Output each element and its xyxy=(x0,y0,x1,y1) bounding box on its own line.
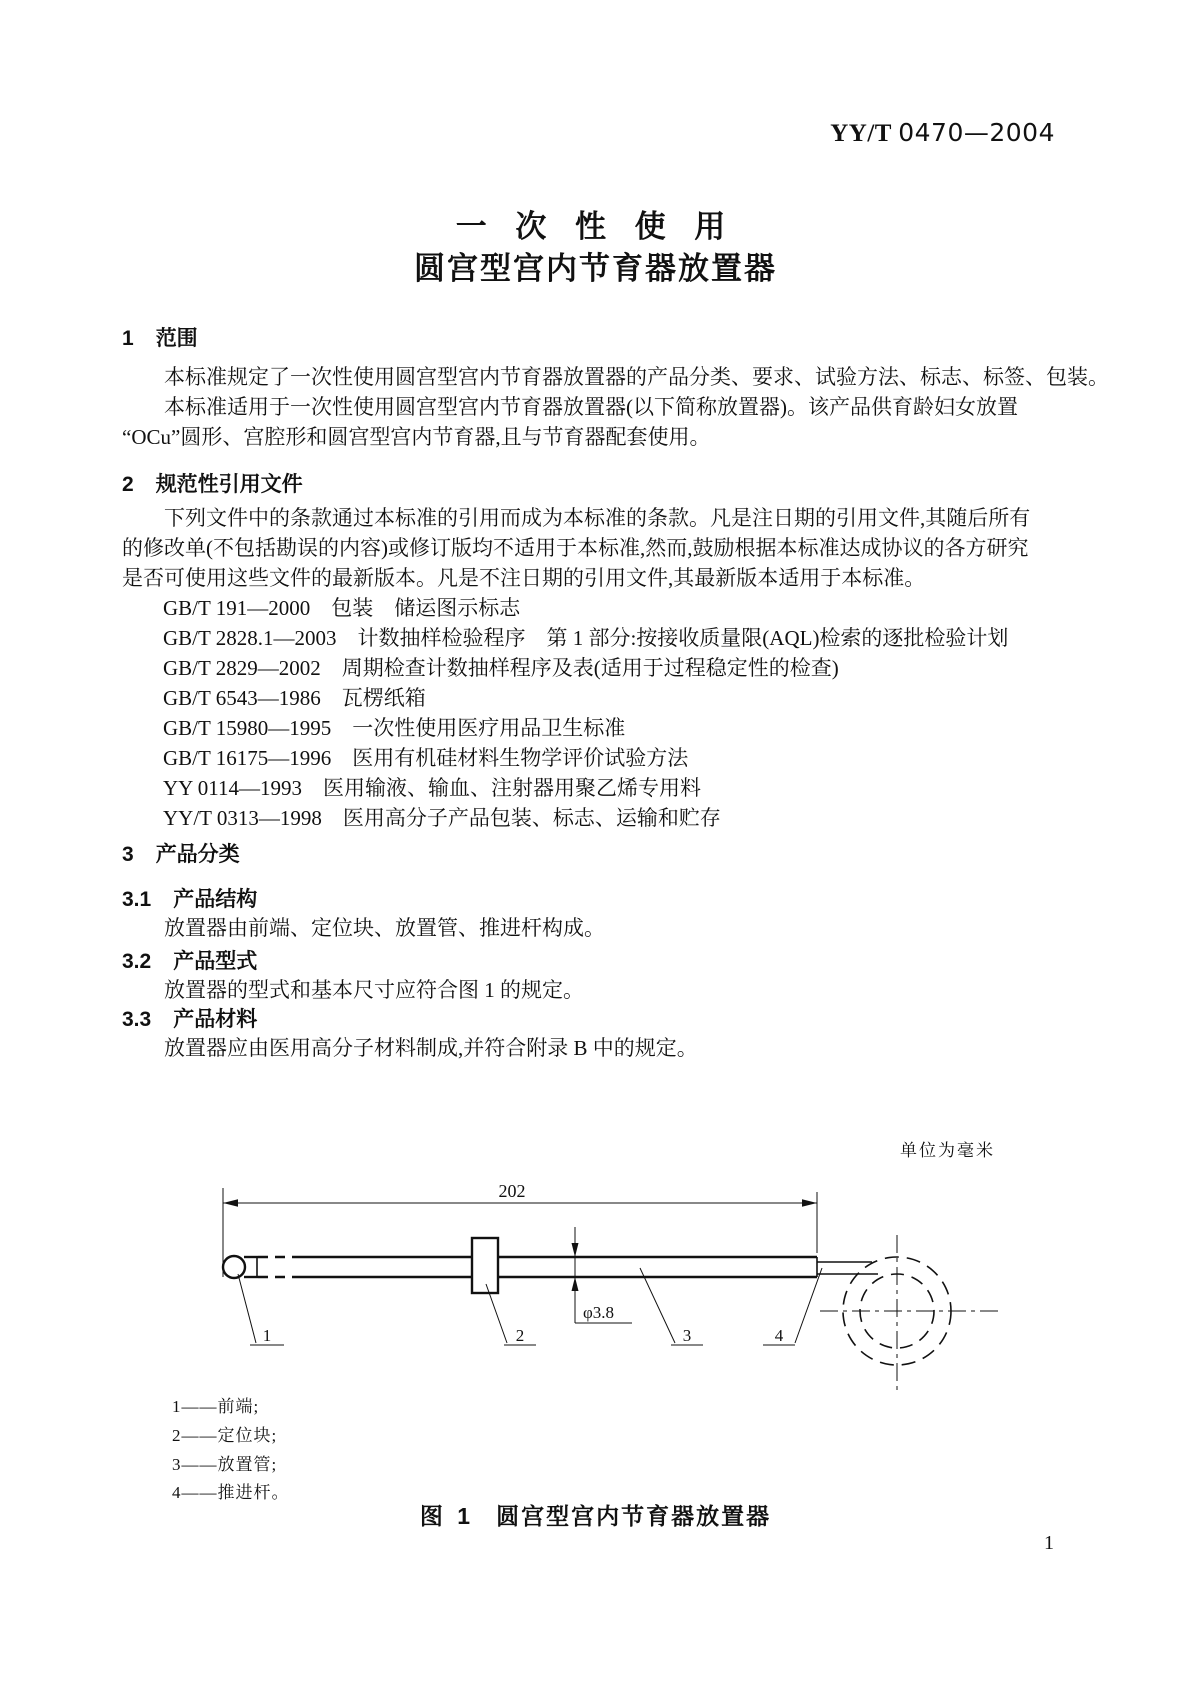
section-3-1-body: 放置器由前端、定位块、放置管、推进杆构成。 xyxy=(164,916,605,940)
figure-1-drawing xyxy=(0,1170,1191,1405)
reference-item: YY/T 0313—1998 医用高分子产品包装、标志、运输和贮存 xyxy=(163,806,721,830)
section-2-paragraph-line-3: 是否可使用这些文件的最新版本。凡是不注日期的引用文件,其最新版本适用于本标准。 xyxy=(122,566,926,590)
callout-leader-1 xyxy=(238,1274,256,1343)
reference-item: GB/T 2828.1—2003 计数抽样检验程序 第 1 部分:按接收质量限(AQL)检索的逐批检验计划 xyxy=(163,626,1009,650)
section-3-1-number: 3.1 xyxy=(122,888,152,911)
callout-label-3: 3 xyxy=(682,1326,692,1345)
section-3-1-heading xyxy=(122,883,257,913)
front-end-tip xyxy=(223,1256,245,1278)
standard-code xyxy=(830,118,1055,148)
section-3-3-number: 3.3 xyxy=(122,1008,152,1031)
section-3-2-heading xyxy=(122,945,257,975)
callout-label-4: 4 xyxy=(774,1326,784,1345)
section-1-number: 1 xyxy=(122,327,134,350)
callout-leader-4 xyxy=(795,1268,822,1343)
section-3-3-heading xyxy=(122,1003,257,1033)
section-1-title: 范围 xyxy=(155,327,198,350)
section-3-title: 产品分类 xyxy=(155,843,240,866)
figure-caption xyxy=(0,1498,1191,1531)
doc-title xyxy=(0,206,1191,290)
reference-item: GB/T 15980—1995 一次性使用医疗用品卫生标准 xyxy=(163,716,626,740)
doc-title-line1: 一 次 性 使 用 xyxy=(455,209,736,244)
legend-item-2: 2——定位块; xyxy=(172,1426,278,1445)
reference-item: YY 0114—1993 医用输液、输血、注射器用聚乙烯专用料 xyxy=(163,776,702,800)
legend-item-4: 4——推进杆。 xyxy=(172,1483,290,1502)
section-1-heading xyxy=(122,322,198,352)
section-2-paragraph-line-1: 下列文件中的条款通过本标准的引用而成为本标准的条款。凡是注日期的引用文件,其随后所有 xyxy=(164,506,1031,530)
standard-code-prefix: YY/T xyxy=(830,120,899,147)
diameter-arrow-top xyxy=(572,1243,579,1257)
section-3-heading xyxy=(122,838,240,868)
reference-item: GB/T 6543—1986 瓦楞纸箱 xyxy=(163,686,426,710)
section-3-1-title: 产品结构 xyxy=(173,888,258,911)
legend-item-1: 1——前端; xyxy=(172,1397,260,1416)
section-3-2-number: 3.2 xyxy=(122,950,152,973)
dimension-arrow-right xyxy=(802,1199,817,1207)
doc-title-line2: 圆宫型宫内节育器放置器 xyxy=(414,251,777,286)
callout-label-2: 2 xyxy=(515,1326,525,1345)
section-2-number: 2 xyxy=(122,473,134,496)
section-3-2-body: 放置器的型式和基本尺寸应符合图 1 的规定。 xyxy=(164,978,584,1002)
section-2-paragraph-line-2: 的修改单(不包括勘误的内容)或修订版均不适用于本标准,然而,鼓励根据本标准达成协议的各方研究 xyxy=(122,536,1029,560)
figure-unit-note: 单位为毫米 xyxy=(900,1141,995,1160)
callout-leader-3 xyxy=(640,1268,675,1343)
section-3-2-title: 产品型式 xyxy=(173,950,258,973)
section-3-3-title: 产品材料 xyxy=(173,1008,258,1031)
section-2-heading xyxy=(122,468,303,498)
section-3-number: 3 xyxy=(122,843,134,866)
section-3-3-body: 放置器应由医用高分子材料制成,并符合附录 B 中的规定。 xyxy=(164,1036,698,1060)
reference-item: GB/T 191—2000 包装 储运图示标志 xyxy=(163,596,521,620)
dimension-arrow-left xyxy=(223,1199,238,1207)
positioning-block xyxy=(472,1238,498,1293)
section-1-paragraph-1: 本标准规定了一次性使用圆宫型宫内节育器放置器的产品分类、要求、试验方法、标志、标签、包装。 xyxy=(164,365,1109,389)
section-1-paragraph-2-line-1: 本标准适用于一次性使用圆宫型宫内节育器放置器(以下简称放置器)。该产品供育龄妇女放置 xyxy=(164,395,1018,419)
page-number: 1 xyxy=(1044,1532,1054,1554)
figure-caption-number: 图 1 xyxy=(419,1503,475,1529)
legend-item-3: 3——放置管; xyxy=(172,1455,278,1474)
reference-item: GB/T 2829—2002 周期检查计数抽样程序及表(适用于过程稳定性的检查) xyxy=(163,656,839,680)
section-2-title: 规范性引用文件 xyxy=(155,473,303,496)
figure-caption-title: 圆宫型宫内节育器放置器 xyxy=(496,1503,772,1529)
diameter-label: φ3.8 xyxy=(583,1303,615,1322)
dimension-202-label: 202 xyxy=(498,1181,526,1201)
diameter-arrow-bottom xyxy=(572,1277,579,1291)
standard-code-number: 0470—2004 xyxy=(898,118,1055,147)
section-1-paragraph-2-line-2: “OCu”圆形、宫腔形和圆宫型宫内节育器,且与节育器配套使用。 xyxy=(122,425,711,449)
callout-label-1: 1 xyxy=(262,1326,272,1345)
reference-item: GB/T 16175—1996 医用有机硅材料生物学评价试验方法 xyxy=(163,746,689,770)
